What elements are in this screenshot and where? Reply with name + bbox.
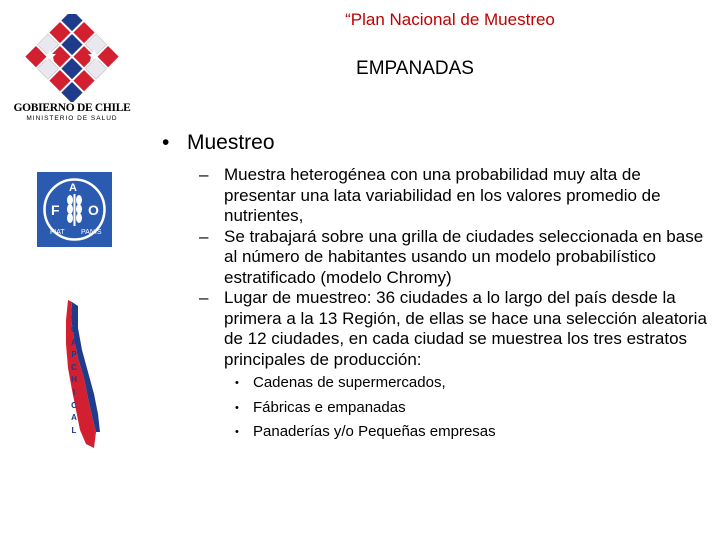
stratum-text: Panaderías y/o Pequeñas empresas [253, 423, 496, 440]
svg-text:O: O [88, 202, 99, 218]
page-subtitle: EMPANADAS [356, 58, 474, 79]
bullet-muestreo [162, 130, 702, 156]
page-title: “Plan Nacional de Muestreo [345, 10, 555, 29]
capchical-letters [68, 324, 80, 437]
capchical-letter: I [72, 387, 76, 397]
dash-marker: – [199, 226, 209, 246]
slide-content [162, 130, 707, 445]
small-bullet-marker: • [235, 377, 239, 389]
capchical-letter: A [71, 413, 77, 423]
sub-bullet [199, 227, 716, 289]
stratum-text: Fábricas e empanadas [253, 398, 406, 416]
capchical-letter: A [71, 337, 77, 347]
stratum-item [235, 420, 653, 445]
gobierno-name: GOBIERNO DE CHILE [13, 102, 131, 114]
capchical-logo [58, 298, 118, 450]
gobierno-de-chile-logo [10, 14, 134, 126]
capchical-letter: H [71, 375, 77, 385]
svg-text:A: A [69, 182, 77, 194]
fao-emblem-icon [37, 172, 112, 247]
gobierno-emblem-icon [10, 14, 134, 102]
stratum-text: Cadenas de supermercados, [253, 374, 446, 391]
capchical-letter: L [71, 425, 77, 435]
small-bullet-marker: • [235, 401, 239, 414]
small-bullet-marker: • [235, 426, 239, 438]
sub-bullet [199, 165, 716, 227]
bullet-marker: • [162, 131, 170, 154]
sub-bullet [199, 288, 716, 370]
fao-logo [37, 172, 112, 247]
svg-text:F: F [51, 202, 60, 218]
stratum-item [235, 396, 653, 421]
svg-text:PANIS: PANIS [81, 229, 102, 236]
dash-marker: – [199, 165, 209, 184]
sub-bullet-text: Se trabajará sobre una grilla de ciudades seleccionada en base al número de habitantes usando un modelo probabilístico estratificado (modelo Chromy) [224, 226, 704, 287]
svg-text:FIAT: FIAT [50, 229, 65, 236]
chile-map-icon [58, 298, 118, 450]
capchical-letter: C [71, 362, 77, 372]
stratum-item [235, 371, 653, 396]
bullet-heading: Muestreo [187, 131, 275, 154]
capchical-letter: P [71, 350, 77, 360]
sub-bullet-text: Lugar de muestreo: 36 ciudades a lo largo del país desde la primera a la 13 Región, de ellas se hace una selección aleatoria de 12 ciudades, en cada ciudad se muestrea los tres estratos principales de producción: [224, 288, 707, 369]
ministerio-name: MINISTERIO DE SALUD [26, 115, 118, 122]
capchical-letter: C [71, 400, 77, 410]
dash-marker: – [199, 288, 209, 307]
sub-bullet-text: Muestra heterogénea con una probabilidad muy alta de presentar una lata variabilidad en los valores promedio de nutrientes, [224, 165, 661, 225]
capchical-letter: C [71, 325, 77, 334]
